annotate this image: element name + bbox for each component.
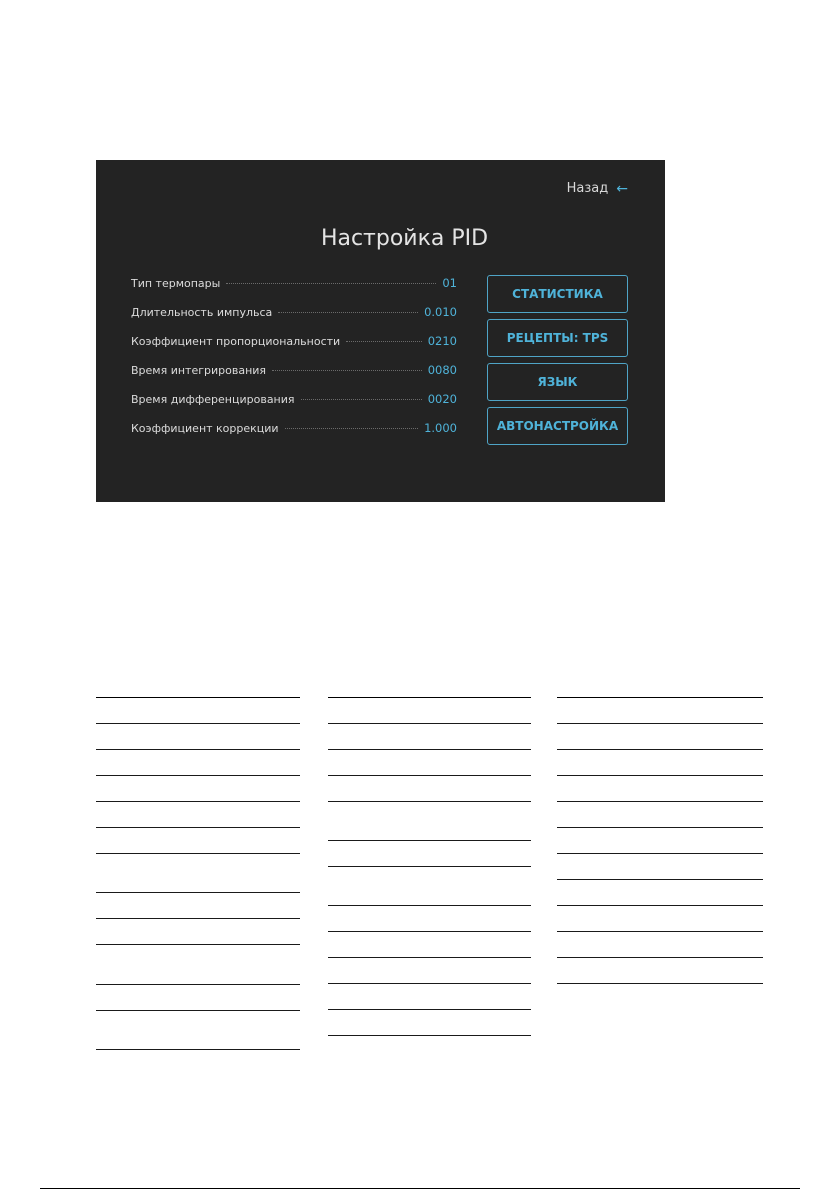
autotune-button[interactable]: АВТОНАСТРОЙКА	[487, 407, 628, 445]
table-rule	[96, 827, 300, 828]
table-rule	[96, 801, 300, 802]
table-rule	[328, 1035, 531, 1036]
table-rule	[328, 840, 531, 841]
table-rule	[328, 697, 531, 698]
table-rule	[557, 853, 763, 854]
table-rule	[96, 1010, 300, 1011]
table-rule	[96, 984, 300, 985]
statistics-button[interactable]: СТАТИСТИКА	[487, 275, 628, 313]
table-rule	[328, 723, 531, 724]
table-rule	[96, 944, 300, 945]
table-rule	[96, 723, 300, 724]
param-label: Коэффициент коррекции	[131, 422, 279, 435]
table-rule	[96, 697, 300, 698]
table-rule	[328, 801, 531, 802]
language-button[interactable]: ЯЗЫК	[487, 363, 628, 401]
table-rule	[557, 697, 763, 698]
table-rule	[328, 957, 531, 958]
table-rule	[557, 723, 763, 724]
table-rule	[557, 931, 763, 932]
param-label: Коэффициент пропорциональности	[131, 335, 341, 348]
table-rule	[557, 775, 763, 776]
table-rule	[557, 905, 763, 906]
table-rule	[557, 957, 763, 958]
table-rule	[328, 931, 531, 932]
table-rule	[557, 879, 763, 880]
back-label: Назад	[566, 181, 609, 196]
recipes-button[interactable]: РЕЦЕПТЫ: TPS	[487, 319, 628, 357]
table-rule	[328, 905, 531, 906]
table-rule	[328, 775, 531, 776]
param-value: 0210	[427, 334, 457, 348]
table-rule	[557, 749, 763, 750]
param-value: 1.000	[424, 421, 457, 435]
table-rule	[96, 892, 300, 893]
table-rule	[96, 775, 300, 776]
table-rule	[96, 1049, 300, 1050]
param-label: Тип термопары	[131, 277, 221, 290]
param-value: 0020	[427, 392, 457, 406]
param-value: 0080	[427, 363, 457, 377]
param-value: 0.010	[424, 305, 457, 319]
table-rule	[328, 749, 531, 750]
page-bottom-rule	[40, 1188, 800, 1189]
table-rule	[328, 1009, 531, 1010]
param-label: Время интегрирования	[131, 364, 267, 377]
table-rule	[557, 983, 763, 984]
param-value: 01	[442, 276, 457, 290]
page-title: Настройка PID	[320, 226, 489, 251]
table-rule	[96, 749, 300, 750]
table-rule	[557, 827, 763, 828]
param-label: Время дифференцирования	[131, 393, 295, 406]
arrow-left-icon: ←	[616, 180, 628, 197]
table-rule	[328, 866, 531, 867]
table-rule	[96, 918, 300, 919]
param-label: Длительность импульса	[131, 306, 273, 319]
table-rule	[328, 983, 531, 984]
table-rule	[96, 853, 300, 854]
table-rule	[557, 801, 763, 802]
